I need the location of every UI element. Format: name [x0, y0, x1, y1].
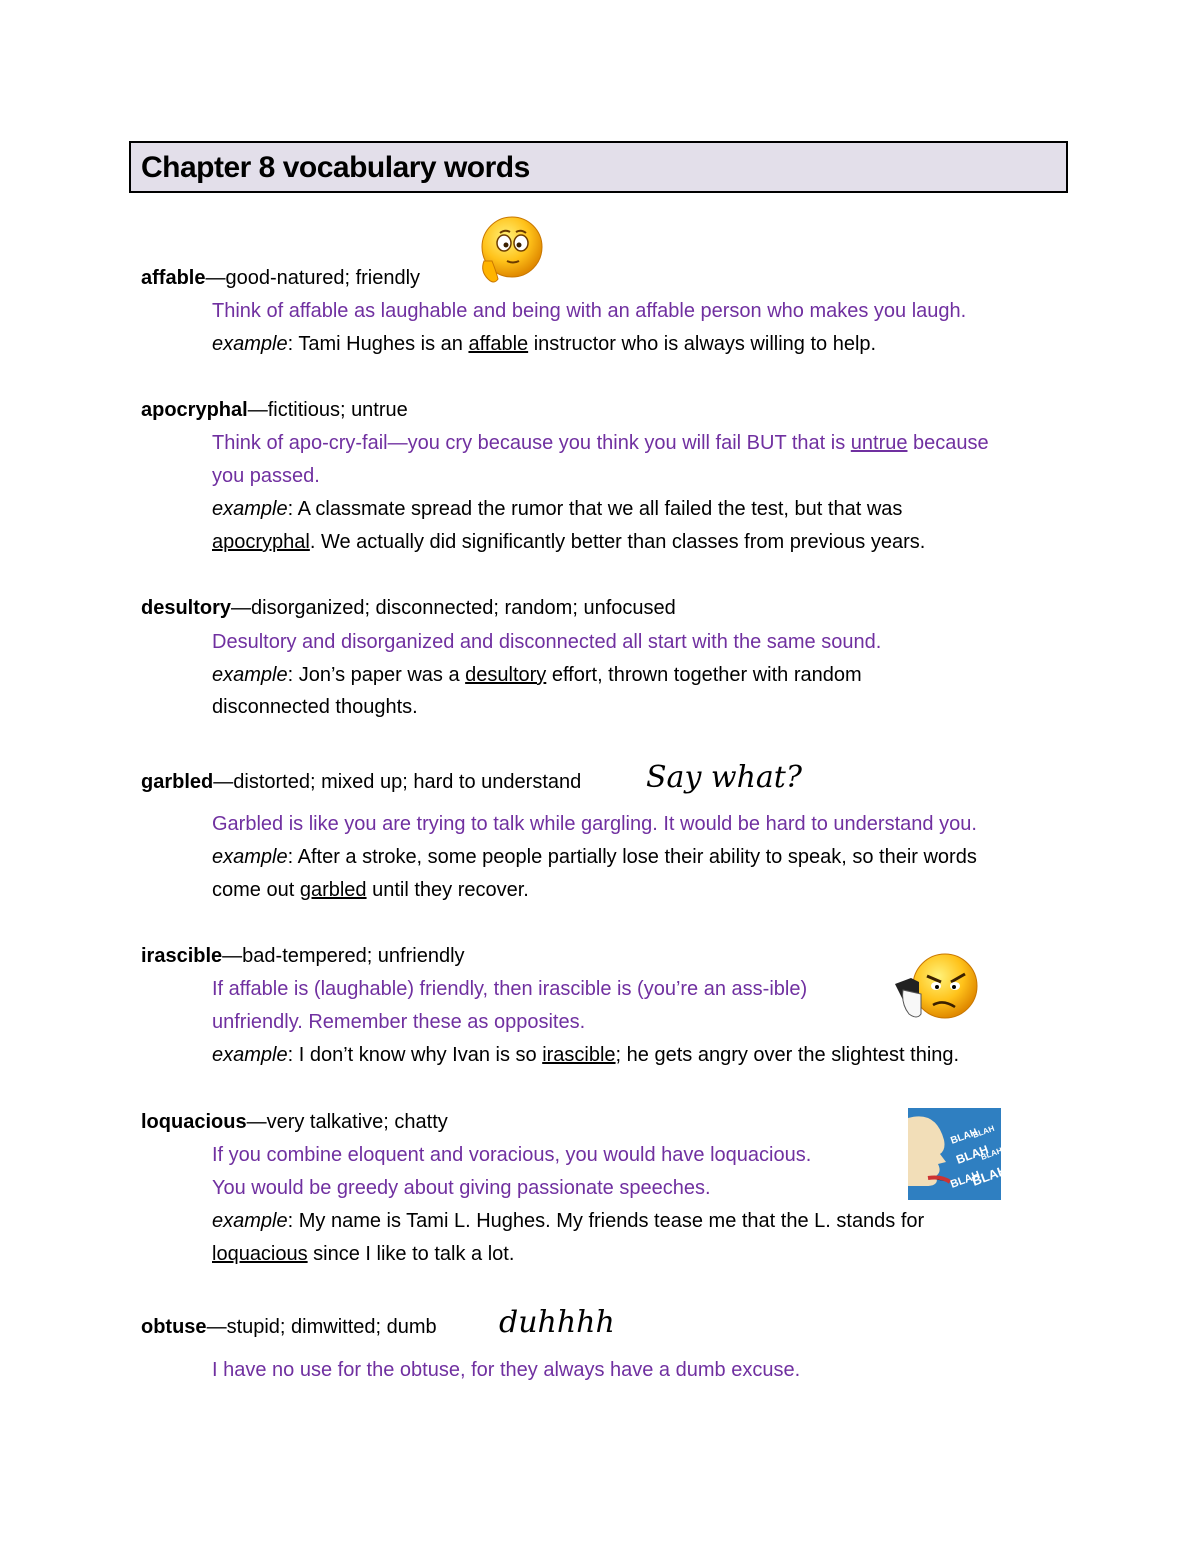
term-definition: —good-natured; friendly [205, 267, 421, 289]
example-apocryphal: example: A classmate spread the rumor that we all failed the test, but that was [212, 498, 903, 520]
example-garbled: example: After a stroke, some people partially lose their ability to speak, so their words [212, 846, 977, 868]
example-label: example [212, 846, 288, 868]
angry-thumbs-down-emoji-icon [893, 950, 981, 1033]
example-word: irascible [542, 1044, 616, 1066]
duhhhh-aside: duhhhh [499, 1305, 615, 1340]
example-label: example [212, 1210, 288, 1232]
mnemonic-text: Think of apo-cry-fail—you cry because you think you will fail BUT that is [212, 432, 851, 454]
term-word: desultory [141, 597, 232, 619]
thinking-emoji-icon [474, 213, 544, 294]
example-word: loquacious [212, 1243, 308, 1265]
entry-garbled [141, 770, 581, 794]
example-text: Jon’s paper was a [298, 664, 466, 686]
term-definition: —distorted; mixed up; hard to understand [213, 771, 582, 793]
entry-irascible [141, 944, 465, 968]
example-label: example [212, 1044, 288, 1066]
term-definition: —very talkative; chatty [246, 1111, 448, 1133]
blah-text: BLAH [969, 1162, 1001, 1189]
example-label: example [212, 498, 288, 520]
entry-desultory [141, 596, 676, 620]
example-desultory-line2: disconnected thoughts. [212, 696, 418, 718]
title-box [129, 141, 1068, 193]
entry-loquacious [141, 1110, 448, 1134]
blah-text: BLAH [971, 1123, 996, 1140]
example-loquacious-line2 [212, 1242, 514, 1266]
example-text: . We actually did significantly better than classes from previous years. [309, 531, 926, 553]
mnemonic-underlined: untrue [850, 432, 908, 454]
term-word: apocryphal [141, 399, 248, 421]
page-title: Chapter 8 vocabulary words [141, 151, 530, 184]
example-text: until they recover. [366, 879, 529, 901]
term-definition: —bad-tempered; unfriendly [222, 945, 465, 967]
example-label: example [212, 664, 288, 686]
example-text: since I like to talk a lot. [307, 1243, 515, 1265]
term-word: garbled [141, 771, 214, 793]
mnemonic-text: because [907, 432, 989, 454]
mnemonic-garbled: Garbled is like you are trying to talk while gargling. It would be hard to understand you. [212, 813, 977, 835]
entry-affable [141, 266, 420, 290]
term-definition: —fictitious; untrue [247, 399, 408, 421]
mnemonic-apocryphal-line2: you passed. [212, 465, 320, 487]
mnemonic-desultory: Desultory and disorganized and disconnected all start with the same sound. [212, 631, 882, 653]
example-text: Tami Hughes is an [298, 333, 469, 355]
example-apocryphal-line2 [212, 530, 925, 554]
example-text: effort, thrown together with random [546, 664, 862, 686]
example-word: affable [468, 333, 529, 355]
example-word: apocryphal [212, 531, 310, 553]
blah-text: BLAH [954, 1142, 991, 1167]
blah-text: BLAH [949, 1126, 980, 1147]
entry-apocryphal [141, 398, 408, 422]
example-text: come out [212, 879, 300, 901]
example-text: My name is Tami L. Hughes. My friends tease me that the L. stands for [298, 1210, 925, 1232]
entry-obtuse [141, 1315, 437, 1339]
example-text: I don’t know why Ivan is so [298, 1044, 543, 1066]
mnemonic-apocryphal [212, 431, 989, 455]
term-definition: —disorganized; disconnected; random; unfocused [231, 597, 676, 619]
example-text: A classmate spread the rumor that we all failed the test, but that was [297, 498, 903, 520]
mnemonic-obtuse: I have no use for the obtuse, for they always have a dumb excuse. [212, 1359, 801, 1381]
blah-blah-talking-head-icon [908, 1108, 1001, 1205]
term-definition: —stupid; dimwitted; dumb [206, 1316, 437, 1338]
example-desultory: example: Jon’s paper was a desultory effort, thrown together with random [212, 664, 862, 686]
say-what-aside: Say what? [646, 760, 802, 795]
term-word: affable [141, 267, 206, 289]
example-affable: example: Tami Hughes is an affable instructor who is always willing to help. [212, 333, 877, 355]
mnemonic-irascible-line2: unfriendly. Remember these as opposites. [212, 1011, 586, 1033]
blah-text: BLAH [948, 1169, 982, 1191]
example-irascible: example: I don’t know why Ivan is so irascible; he gets angry over the slightest thing. [212, 1044, 960, 1066]
example-text: ; he gets angry over the slightest thing. [615, 1044, 960, 1066]
blah-text: BLAH [979, 1145, 1001, 1162]
term-word: loquacious [141, 1111, 247, 1133]
example-garbled-line2 [212, 878, 529, 902]
example-word: garbled [299, 879, 367, 901]
example-loquacious: example: My name is Tami L. Hughes. My friends tease me that the L. stands for [212, 1210, 925, 1232]
mnemonic-irascible: If affable is (laughable) friendly, then irascible is (you’re an ass-ible) [212, 978, 808, 1000]
term-word: obtuse [141, 1316, 207, 1338]
mnemonic-loquacious: If you combine eloquent and voracious, you would have loquacious. [212, 1144, 812, 1166]
example-label: example [212, 333, 288, 355]
term-word: irascible [141, 945, 223, 967]
example-text: After a stroke, some people partially lose their ability to speak, so their words [297, 846, 977, 868]
mnemonic-loquacious-line2: You would be greedy about giving passionate speeches. [212, 1177, 711, 1199]
mnemonic-affable: Think of affable as laughable and being with an affable person who makes you laugh. [212, 300, 967, 322]
example-text: instructor who is always willing to help. [528, 333, 877, 355]
example-word: desultory [465, 664, 547, 686]
